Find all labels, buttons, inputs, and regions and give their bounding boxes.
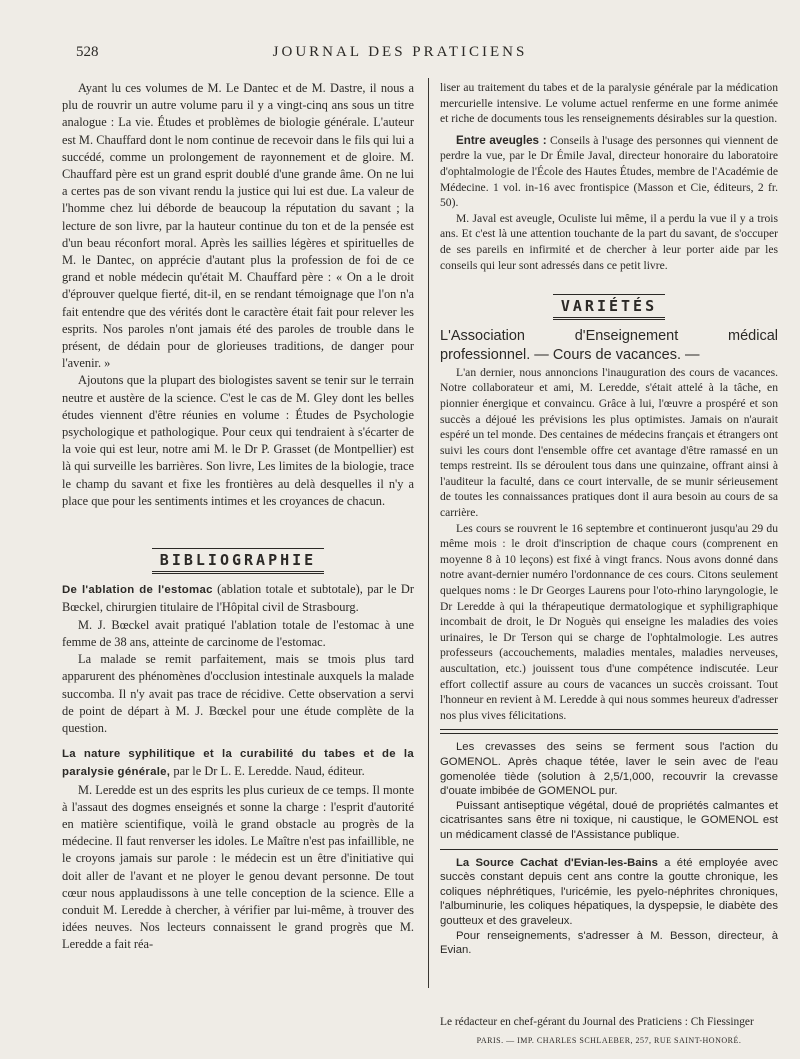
column-divider bbox=[428, 78, 429, 988]
paragraph: M. J. Bœckel avait pratiqué l'ablation totale de l'estomac à une femme de 38 ans, atteinte de carcinome de l'estomac. bbox=[62, 617, 414, 649]
bib-entry-title: La nature syphilitique et la curabilité du tabes et de la paralysie générale, bbox=[62, 748, 414, 779]
bib-entry-details: (ablation totale et subtotale), par le Dr Bœckel, chirurgien titulaire de l'Hôpital civil de Strasbourg. bbox=[62, 582, 414, 615]
paragraph: M. Leredde est un des esprits les plus curieux de ce temps. Il monte à l'assaut des dogmes enseignés et sonne la charge : l'esprit d'autorité en matière scientifique, voilà le grand obstacle au progrès de la médecine. Il faut renverser les idoles. Le Maître n'est pas infaillible, ne le croyons jamais sur parole : le médecin est un être d'initiative qui doit aller de l'avant et ne ployer le genou devant personne. De tout cœur nous applaudissons à une telle conception de la science. Elle a conduit M. Leredde à chercher, à vérifier par lui-même, à trouver des idées neuves. Nos lecteurs connaissent le grand progrès que M. Leredde a fait réa- bbox=[62, 782, 414, 952]
ad-title: La Source Cachat d'Evian-les-Bains bbox=[456, 856, 658, 869]
bib-entry-title: Entre aveugles : bbox=[456, 133, 547, 147]
varietes-heading: VARIÉTÉS bbox=[440, 299, 778, 315]
bibliographie-heading: BIBLIOGRAPHIE bbox=[62, 552, 414, 569]
right-column bbox=[440, 80, 778, 958]
bib-entry-details: Conseils à l'usage des personnes qui viennent de perdre la vue, par le Dr Émile Javal, directeur honoraire du laboratoire d'ophtalmologie de l'École des Hautes Études, membre de l'Académie de Médecine. 1 vol. in-16 avec frontispice (Masson et Cie, éditeurs, 2 fr. 50). bbox=[440, 133, 779, 210]
bib-entry bbox=[62, 581, 414, 616]
ad-paragraph: La Source Cachat d'Evian-les-Bains a été employée avec succès constant depuis cent ans contre la goutte chronique, les coliques néphrétiques, l'uricémie, les pyelo-néphrites chroniques, l'albuminurie, les coliques hépatiques, la dyspepsie, le diabète des goutteux et des graveleux. bbox=[440, 856, 778, 927]
divider bbox=[440, 849, 778, 850]
paragraph: liser au traitement du tabes et de la paralysie générale par la médication mercurielle intensive. Le volume actuel renferme en une forme animée et riche de documents tous les renseignements désirables sur la question. bbox=[440, 81, 778, 126]
editor-line: Le rédacteur en chef-gérant du Journal des Praticiens : Ch Fiessinger bbox=[440, 1016, 754, 1028]
bib-entry-title: De l'ablation de l'estomac bbox=[62, 584, 213, 597]
varietes-article-title: L'Association d'Enseignement médical professionnel. — Cours de vacances. — bbox=[440, 327, 778, 363]
paragraph: Les cours se rouvrent le 16 septembre et continueront jusqu'au 29 du même mois : le droit d'inscription de chaque cours (comprenent en moyenne 8 à 10 leçons) est fixé à vingt francs. Nous avons donné dans notre avant-dernier numéro l'ordonnance de ces cours. Citons seulement quelques noms : le Dr Georges Laurens pour l'oto-rhino laryngologie, le Dr Leredde à qui la thérapeutique dermatologique et syphiligraphique incombait de droit, le Dr Noguès qui enseigne les maladies des voies urinaires, le Dr Terson qui se charge de l'ophtalmologie. Les autres professeurs (accouchements, maladies mentales, maladies nerveuses, auscultation, etc.) jouissent tous d'une compétence indiscutée. Leur effort collectif assure au cours de vacances un succès croissant. Tout l'honneur en revient à M. Leredde à qui nous sommes heureux d'adresser nos plus vives félicitations. bbox=[440, 521, 778, 722]
ad-paragraph: Puissant antiseptique végétal, doué de propriétés calmantes et cicatrisantes sans être ni toxique, ni caustique, le GOMENOL est un médicament classé de l'Assistance publique. bbox=[440, 799, 778, 841]
divider bbox=[440, 729, 778, 734]
page-number: 528 bbox=[76, 44, 99, 60]
ad-paragraph: Pour renseignements, s'adresser à M. Besson, directeur, à Evian. bbox=[440, 929, 778, 957]
bib-entry bbox=[62, 745, 414, 781]
ad-paragraph: Les crevasses des seins se ferment sous l'action du GOMENOL. Après chaque tétée, laver le sein avec de l'eau gomenolée tiède (solution à 2,5/1,000, recouvrir la crevasse d'ouate imbibée de GOMENOL pur. bbox=[440, 741, 778, 798]
running-title: JOURNAL DES PRATICIENS bbox=[272, 44, 528, 60]
advertisements bbox=[440, 740, 778, 957]
paragraph: Ajoutons que la plupart des biologistes savent se tenir sur le terrain neutre et austère de la science. C'est le cas de M. Gley dont les belles études viennent d'être réunies en volume : Études de Psychologie psychologique et pathologique. Pour ceux qui tendraient à s'écarter de la voie qui est leur, notre ami M. le Dr P. Grasset (de Montpellier) est là qui surveille les barrières. Son livre, Les limites de la biologie, trace le champ du savant et fixe les frontières au delà desquelles il n'y a place que pour les sentiments intimes et les croyances de chacun. bbox=[62, 373, 414, 508]
bib-entry-details: par le Dr L. E. Leredde. Naud, éditeur. bbox=[173, 764, 365, 779]
left-column bbox=[62, 80, 414, 954]
bib-entry bbox=[440, 133, 778, 211]
paragraph: Ayant lu ces volumes de M. Le Dantec et de M. Dastre, il nous a plu de rouvrir un autre volume paru il y a vingt-cinq ans sous un titre analogue : La vie. Études et problèmes de biologie générale. L'auteur est M. Chauffard dont le nom continue de recevoir dans le fils qui lui a succédé, comme un prolongement de rayonnement et de gloire. M. Chauffard père est un grand esprit doublé d'une grande âme. On ne lui a certes pas de son vivant rendu la justice qui lui est due. La valeur de l'homme chez lui déborde de beaucoup la réputation du savant ; la lecture de son livre, par la hauteur continue du ton et de la pensée est d'un beau réconfort moral. Après les saillies légères et spirituelles de M. le Dantec, on apprécie d'autant plus la profession de foi de ce grand et noble médecin qu'était M. Chauffard père : « On a le droit d'éprouver quelque fierté, dit-il, en se rendant témoignage que l'on n'a fait entendre que des vérités dont le caractère était fait pour relever les esprits. Nos paroles n'ont jamais été des paroles de trouble dans le présent, de dédain pour de glorieuses traditions, de danger pour l'avenir. » bbox=[62, 81, 414, 371]
paragraph: L'an dernier, nous annoncions l'inauguration des cours de vacances. Notre collaborateur et ami, M. Leredde, s'était attelé à la tâche, en pionnier énergique et convaincu. Grâce à lui, l'œuvre a prospéré et son succès a déjoué les prévisions les plus optimistes. Jamais on n'aurait espéré un tel monde. Des centaines de médecins français et étrangers ont suivi les cours dont l'ensemble offre cet avantage d'être ramassé en un temps restreint. Ils se déroulent tous dans une quinzaine, offrant ainsi à l'auditeur la faculté, dans ce court intervalle, de se munir sérieusement de toutes les connaissances pratiques dont il aura besoin au cours de sa carrière. bbox=[440, 365, 778, 520]
paragraph: La malade se remit parfaitement, mais se tmois plus tard apparurent des phénomènes d'occlusion intestinale auxquels la malade succomba. Il n'y avait pas trace de récidive. Cette observation a servi de point de départ à M. J. Bœckel pour une étude complète de la question. bbox=[62, 652, 414, 735]
printer-imprint: PARIS. — IMP. CHARLES SCHLAEBER, 257, RUE SAINT-HONORÉ. bbox=[476, 1036, 742, 1045]
paragraph: M. Javal est aveugle, Oculiste lui même, il a perdu la vue il y a trois ans. Et c'est là une attention touchante de la part du savant, de s'occuper de ses pareils en infirmité et de chercher à leur porter aide par les conseils qui leur sont adressés dans ce petit livre. bbox=[440, 211, 778, 272]
